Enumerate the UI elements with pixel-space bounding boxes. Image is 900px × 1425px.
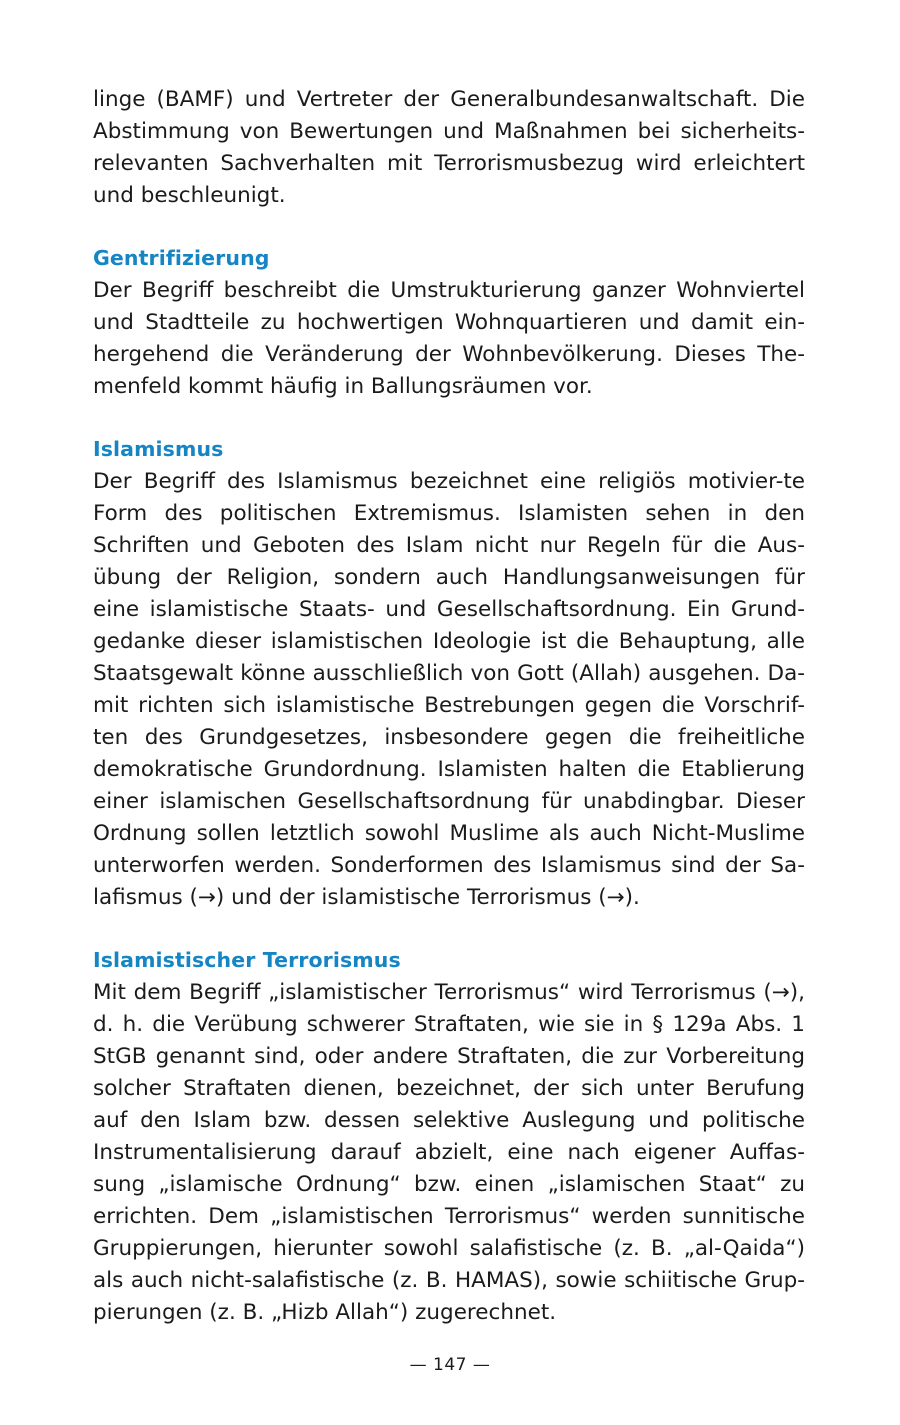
- section-spacer: [93, 914, 805, 945]
- heading-islamismus: Islamismus: [93, 437, 224, 461]
- section-spacer: [93, 212, 805, 243]
- paragraph-islamismus: Der Begriff des Islamismus bezeichnet eine religiös motivier-te Form des politischen Extremismus. Islamisten sehen in den Schriften und Geboten des Islam nicht nur Regeln für die Aus-übung der Religion, sondern auch Handlungsanweisungen für eine islamistische Staats- und Gesellschaftsordnung. Ein Grund-gedanke dieser islamistischen Ideologie ist die Behauptung, alle Staatsgewalt könne ausschließlich von Gott (Allah) ausgehen. Da-mit richten sich islamistische Bestrebungen gegen die Vorschrif-ten des Grundgesetzes, insbesondere gegen die freiheitliche demokratische Grundordnung. Islamisten halten die Etablierung einer islamischen Gesellschaftsordnung für unabdingbar. Dieser Ordnung sollen letztlich sowohl Muslime als auch Nicht-Muslime unterworfen werden. Sonderformen des Islamismus sind der Sa-lafismus (→) und der islamistische Terrorismus (→).: [93, 469, 805, 910]
- paragraph-gentrifizierung: Der Begriff beschreibt die Umstrukturierung ganzer Wohnviertel und Stadtteile zu hochwertigen Wohnquartieren und damit ein-hergehend die Veränderung der Wohnbevölkerung. Dieses The-menfeld kommt häufig in Ballungsräumen vor.: [93, 278, 805, 399]
- page-content: [93, 84, 805, 1329]
- heading-islamistischer-terrorismus: Islamistischer Terrorismus: [93, 948, 401, 972]
- paragraph-continued: linge (BAMF) und Vertreter der Generalbundesanwaltschaft. Die Abstimmung von Bewertungen und Maßnahmen bei sicherheits-relevanten Sachverhalten mit Terrorismusbezug wird erleichtert und beschleunigt.: [93, 87, 805, 208]
- section-spacer: [93, 403, 805, 434]
- paragraph-islamistischer-terrorismus: Mit dem Begriff „islamistischer Terrorismus“ wird Terrorismus (→), d. h. die Verübung schwerer Straftaten, wie sie in § 129a Abs. 1 StGB genannt sind, oder andere Straftaten, die zur Vorbereitung solcher Straftaten dienen, bezeichnet, der sich unter Berufung auf den Islam bzw. dessen selektive Auslegung und politische Instrumentalisierung darauf abzielt, eine nach eigener Auffas-sung „islamische Ordnung“ bzw. einen „islamischen Staat“ zu errichten. Dem „islamistischen Terrorismus“ werden sunnitische Gruppierungen, hierunter sowohl salafistische (z. B. „al-Qaida“) als auch nicht-salafistische (z. B. HAMAS), sowie schiitische Grup-pierungen (z. B. „Hizb Allah“) zugerechnet.: [93, 980, 805, 1325]
- page-number: — 147 —: [409, 1355, 491, 1375]
- heading-gentrifizierung: Gentrifizierung: [93, 246, 270, 270]
